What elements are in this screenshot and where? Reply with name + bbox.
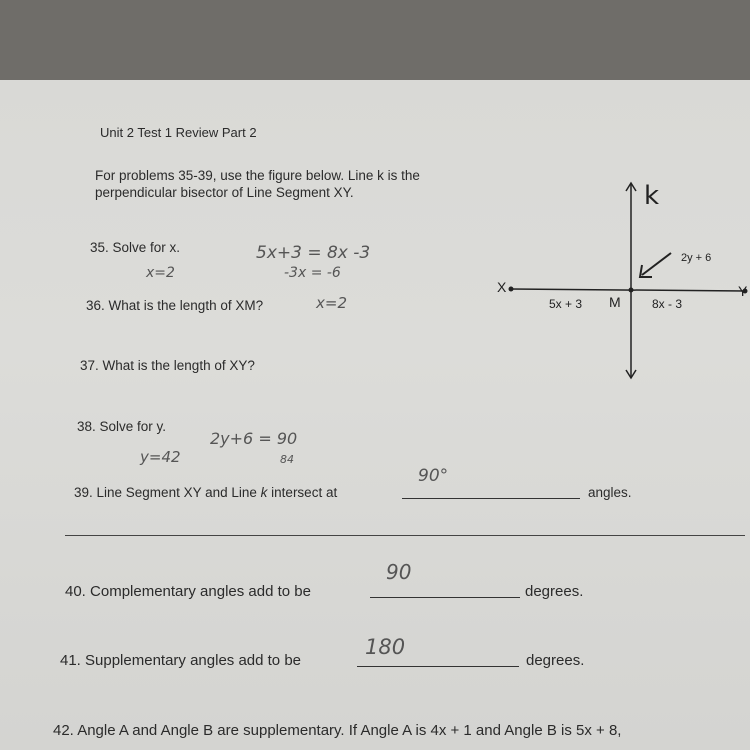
section-divider (65, 535, 745, 536)
q38-work-step: 84 (280, 453, 294, 466)
bisector-figure (495, 178, 750, 388)
q36-answer: x=2 (316, 294, 347, 312)
worksheet-title: Unit 2 Test 1 Review Part 2 (100, 125, 257, 140)
question-39 (74, 485, 337, 500)
q40-answer: 90 (386, 560, 412, 584)
label-my-expression: 8x - 3 (652, 297, 683, 311)
q35-answer: x=2 (146, 265, 175, 281)
q38-answer: y=42 (140, 448, 181, 466)
angle-pointer-arrow (642, 253, 671, 275)
q35-work-step: -3x = -6 (284, 265, 341, 281)
segment-xy (511, 289, 745, 291)
q39-answer: 90° (418, 466, 449, 486)
label-xm-expression: 5x + 3 (549, 297, 583, 311)
q35-work-equation: 5x+3 = 8x -3 (256, 243, 371, 263)
point-x (509, 287, 514, 292)
label-angle-expression: 2y + 6 (681, 252, 712, 264)
label-y: Y (738, 283, 748, 299)
question-39-text-mid: intersect at (271, 485, 338, 500)
question-40: 40. Complementary angles add to be (65, 583, 311, 600)
question-41-answer-blank (357, 666, 519, 667)
question-38: 38. Solve for y. (77, 419, 167, 434)
label-m: M (609, 294, 621, 310)
label-k: k (644, 181, 660, 211)
instructions-line-2: perpendicular bisector of Line Segment XY. (95, 185, 354, 200)
question-39-angles: angles. (588, 485, 632, 500)
question-37: 37. What is the length of XY? (80, 358, 255, 373)
question-39-line-k: k (260, 485, 268, 500)
label-x: X (497, 279, 507, 295)
q41-answer: 180 (365, 635, 406, 659)
question-41: 41. Supplementary angles add to be (60, 652, 302, 669)
point-m (629, 288, 634, 293)
question-42: 42. Angle A and Angle B are supplementary. If Angle A is 4x + 1 and Angle B is 5x + 8, (53, 722, 622, 739)
question-40-degrees: degrees. (525, 583, 584, 600)
instructions-line-1: For problems 35-39, use the figure below. Line k is the (95, 168, 420, 183)
question-39-text-start: 39. Line Segment XY and Line (74, 485, 257, 500)
question-40-answer-blank (370, 597, 520, 598)
question-35: 35. Solve for x. (90, 240, 181, 255)
worksheet-paper (0, 80, 750, 750)
q38-work-equation: 2y+6 = 90 (210, 429, 298, 448)
question-39-answer-blank (402, 498, 580, 499)
question-41-degrees: degrees. (526, 652, 585, 669)
question-36: 36. What is the length of XM? (86, 298, 264, 313)
